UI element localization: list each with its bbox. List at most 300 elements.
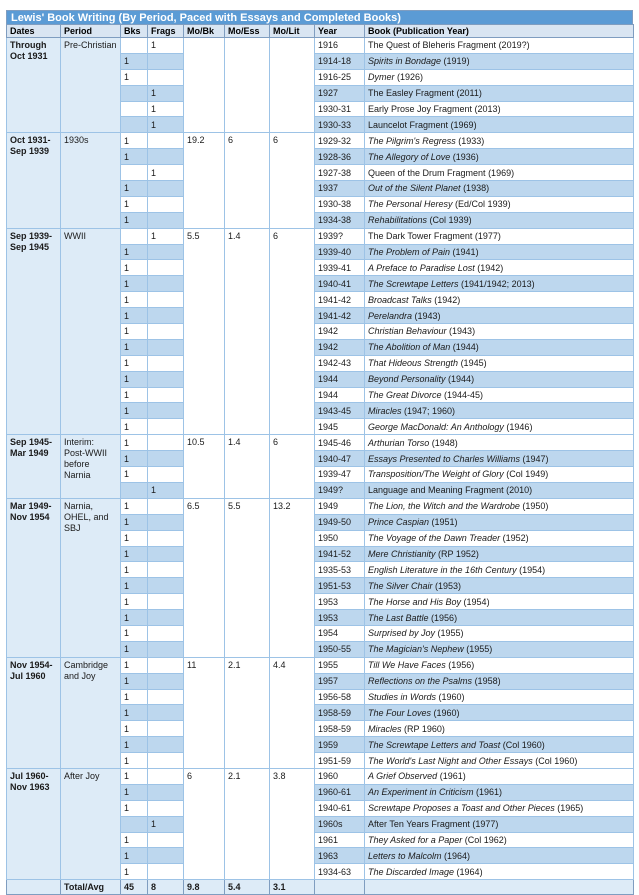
bks-cell: 1 xyxy=(121,610,148,626)
year-cell: 1960 xyxy=(315,768,365,784)
book-cell xyxy=(365,53,634,69)
book-cell xyxy=(365,292,634,308)
book-pub-year: (1969) xyxy=(485,167,515,178)
book-pub-year: (1961) xyxy=(437,771,466,782)
book-pub-year: (1941/1942; 2013) xyxy=(458,278,535,289)
total-row xyxy=(7,880,634,895)
year-cell: 1953 xyxy=(315,610,365,626)
book-pub-year: (1954) xyxy=(516,564,546,575)
period-name: After Joy xyxy=(61,768,121,879)
book-title: Till We Have Faces xyxy=(368,660,446,671)
book-title: Transposition/The Weight of Glory xyxy=(368,469,504,480)
book-pub-year: (Col 1960) xyxy=(500,739,545,750)
frags-cell xyxy=(148,768,184,784)
book-cell xyxy=(365,38,634,54)
year-cell: 1939? xyxy=(315,228,365,244)
total-mo-ess: 5.4 xyxy=(225,880,270,895)
bks-cell: 1 xyxy=(121,848,148,864)
frags-cell xyxy=(148,753,184,769)
col-mo-ess: Mo/Ess xyxy=(225,25,270,38)
frags-cell xyxy=(148,355,184,371)
book-cell xyxy=(365,117,634,133)
book-title: The Allegory of Love xyxy=(368,151,451,162)
book-cell xyxy=(365,689,634,705)
year-cell: 1963 xyxy=(315,848,365,864)
book-title: The Pilgrim's Regress xyxy=(368,135,456,146)
book-title: Christian Behaviour xyxy=(368,326,447,337)
book-cell xyxy=(365,546,634,562)
year-cell: 1956-58 xyxy=(315,689,365,705)
sheet-title: Lewis' Book Writing (By Period, Paced with Essays and Completed Books) xyxy=(6,10,633,24)
bks-cell: 1 xyxy=(121,181,148,197)
book-title: The Easley Fragment xyxy=(368,88,455,99)
book-pub-year: (1946) xyxy=(503,421,533,432)
table-row xyxy=(7,435,634,451)
bks-cell: 1 xyxy=(121,705,148,721)
year-cell: 1950 xyxy=(315,530,365,546)
table-row xyxy=(7,657,634,673)
book-cell xyxy=(365,594,634,610)
year-cell: 1927-38 xyxy=(315,165,365,181)
book-cell xyxy=(365,721,634,737)
book-title: Dymer xyxy=(368,72,395,83)
bks-cell xyxy=(121,117,148,133)
bks-cell: 1 xyxy=(121,467,148,483)
book-title: Perelandra xyxy=(368,310,413,321)
header-row xyxy=(7,25,634,38)
frags-cell: 1 xyxy=(148,85,184,101)
book-title: The Quest of Bleheris Fragment xyxy=(368,40,497,51)
year-cell: 1927 xyxy=(315,85,365,101)
frags-cell xyxy=(148,594,184,610)
bks-cell: 1 xyxy=(121,673,148,689)
period-name: 1930s xyxy=(61,133,121,228)
period-dates: Mar 1949-Nov 1954 xyxy=(7,498,61,657)
year-cell: 1942 xyxy=(315,339,365,355)
frags-cell xyxy=(148,721,184,737)
book-pub-year: (Ed/Col 1939) xyxy=(452,199,511,210)
period-name: Pre-Christian xyxy=(61,38,121,133)
book-cell xyxy=(365,753,634,769)
book-cell xyxy=(365,705,634,721)
book-cell xyxy=(365,419,634,435)
book-pub-year: (1969) xyxy=(448,119,477,130)
book-cell xyxy=(365,133,634,149)
period-name: WWII xyxy=(61,228,121,435)
book-cell xyxy=(365,451,634,467)
bks-cell: 1 xyxy=(121,546,148,562)
book-pub-year: (1965) xyxy=(554,803,584,814)
book-pub-year: (RP 1952) xyxy=(435,548,479,559)
book-title: The Horse and His Boy xyxy=(368,596,462,607)
mo-ess-cell xyxy=(225,38,270,133)
bks-cell xyxy=(121,482,148,498)
book-pub-year: (2010) xyxy=(503,485,533,496)
book-cell xyxy=(365,149,634,165)
frags-cell xyxy=(148,562,184,578)
book-pub-year: (1944) xyxy=(445,374,475,385)
book-cell xyxy=(365,816,634,832)
book-cell xyxy=(365,228,634,244)
frags-cell xyxy=(148,260,184,276)
book-title: The Lion, the Witch and the Wardrobe xyxy=(368,501,520,512)
period-dates: Jul 1960-Nov 1963 xyxy=(7,768,61,879)
book-title: Launcelot Fragment xyxy=(368,119,449,130)
book-pub-year: (RP 1960) xyxy=(401,723,445,734)
col-period: Period xyxy=(61,25,121,38)
year-cell: 1951-53 xyxy=(315,578,365,594)
book-pub-year: (Col 1962) xyxy=(462,834,507,845)
frags-cell xyxy=(148,181,184,197)
period-dates: Sep 1939-Sep 1945 xyxy=(7,228,61,435)
book-pub-year: (1933) xyxy=(455,135,485,146)
frags-cell xyxy=(148,292,184,308)
bks-cell: 1 xyxy=(121,53,148,69)
book-title: Mere Christianity xyxy=(368,548,436,559)
book-pub-year: (1938) xyxy=(460,183,490,194)
year-cell: 1961 xyxy=(315,832,365,848)
year-cell: 1930-33 xyxy=(315,117,365,133)
book-cell xyxy=(365,848,634,864)
book-cell xyxy=(365,308,634,324)
book-pub-year: (2011) xyxy=(454,88,482,99)
book-title: A Preface to Paradise Lost xyxy=(368,262,475,273)
frags-cell xyxy=(148,530,184,546)
book-pub-year: (Col 1960) xyxy=(532,755,578,766)
bks-cell: 1 xyxy=(121,355,148,371)
frags-cell: 1 xyxy=(148,228,184,244)
frags-cell xyxy=(148,625,184,641)
frags-cell xyxy=(148,800,184,816)
book-pub-year: (1961) xyxy=(473,787,503,798)
frags-cell: 1 xyxy=(148,117,184,133)
bks-cell: 1 xyxy=(121,864,148,880)
book-cell xyxy=(365,324,634,340)
mo-ess-cell: 6 xyxy=(225,133,270,228)
year-cell: 1929-32 xyxy=(315,133,365,149)
frags-cell xyxy=(148,546,184,562)
mo-bk-cell: 5.5 xyxy=(184,228,225,435)
bks-cell: 1 xyxy=(121,260,148,276)
book-title: Studies in Words xyxy=(368,691,437,702)
bks-cell: 1 xyxy=(121,530,148,546)
bks-cell: 1 xyxy=(121,768,148,784)
frags-cell xyxy=(148,133,184,149)
frags-cell xyxy=(148,53,184,69)
bks-cell: 1 xyxy=(121,419,148,435)
bks-cell: 1 xyxy=(121,721,148,737)
frags-cell xyxy=(148,196,184,212)
mo-ess-cell: 1.4 xyxy=(225,435,270,499)
col-mo-lit: Mo/Lit xyxy=(270,25,315,38)
col-year: Year xyxy=(315,25,365,38)
bks-cell: 1 xyxy=(121,641,148,657)
mo-lit-cell: 6 xyxy=(270,133,315,228)
book-pub-year: (1977) xyxy=(469,819,499,830)
book-pub-year: (1951) xyxy=(429,517,458,528)
bks-cell: 1 xyxy=(121,737,148,753)
year-cell: 1949-50 xyxy=(315,514,365,530)
book-cell xyxy=(365,657,634,673)
bks-cell: 1 xyxy=(121,435,148,451)
book-pub-year: (1952) xyxy=(500,533,529,544)
year-cell: 1954 xyxy=(315,625,365,641)
mo-lit-cell: 6 xyxy=(270,435,315,499)
book-title: Arthurian Torso xyxy=(368,437,430,448)
book-pub-year: (1942) xyxy=(431,294,461,305)
book-pub-year: (1947; 1960) xyxy=(401,405,456,416)
mo-lit-cell: 6 xyxy=(270,228,315,435)
mo-ess-cell: 2.1 xyxy=(225,657,270,768)
book-pub-year: (1960) xyxy=(431,707,460,718)
year-cell: 1945 xyxy=(315,419,365,435)
book-cell xyxy=(365,578,634,594)
frags-cell xyxy=(148,435,184,451)
book-title: Language and Meaning Fragment xyxy=(368,485,504,496)
frags-cell xyxy=(148,69,184,85)
frags-cell xyxy=(148,673,184,689)
book-title: The Discarded Image xyxy=(368,866,455,877)
col-mo-bk: Mo/Bk xyxy=(184,25,225,38)
frags-cell xyxy=(148,784,184,800)
book-cell xyxy=(365,212,634,228)
frags-cell xyxy=(148,657,184,673)
table-row xyxy=(7,133,634,149)
frags-cell: 1 xyxy=(148,816,184,832)
book-title: The Magician's Nephew xyxy=(368,644,464,655)
book-pub-year: (1958) xyxy=(472,676,501,687)
year-cell: 1916 xyxy=(315,38,365,54)
year-cell: 1955 xyxy=(315,657,365,673)
year-cell: 1958-59 xyxy=(315,705,365,721)
bks-cell: 1 xyxy=(121,308,148,324)
book-pub-year: (1956) xyxy=(445,660,475,671)
book-pub-year: (1950) xyxy=(519,501,549,512)
frags-cell xyxy=(148,514,184,530)
book-pub-year: (1955) xyxy=(435,628,464,639)
book-cell xyxy=(365,610,634,626)
total-frags: 8 xyxy=(148,880,184,895)
year-cell: 1939-47 xyxy=(315,467,365,483)
bks-cell: 1 xyxy=(121,800,148,816)
bks-cell xyxy=(121,38,148,54)
col-bks: Bks xyxy=(121,25,148,38)
table-body xyxy=(7,38,634,880)
book-cell xyxy=(365,371,634,387)
bks-cell: 1 xyxy=(121,196,148,212)
total-year xyxy=(315,880,365,895)
bks-cell: 1 xyxy=(121,689,148,705)
book-cell xyxy=(365,498,634,514)
year-cell: 1939-41 xyxy=(315,260,365,276)
book-pub-year: (1941) xyxy=(450,247,479,258)
book-pub-year: (Col 1949) xyxy=(503,469,549,480)
year-cell: 1953 xyxy=(315,594,365,610)
year-cell: 1939-40 xyxy=(315,244,365,260)
period-dates: Through Oct 1931 xyxy=(7,38,61,133)
bks-cell: 1 xyxy=(121,594,148,610)
book-cell xyxy=(365,737,634,753)
book-title: The Silver Chair xyxy=(368,580,433,591)
frags-cell xyxy=(148,467,184,483)
book-pub-year: (1953) xyxy=(432,580,462,591)
bks-cell: 1 xyxy=(121,212,148,228)
bks-cell: 1 xyxy=(121,832,148,848)
bks-cell xyxy=(121,165,148,181)
bks-cell: 1 xyxy=(121,753,148,769)
book-cell xyxy=(365,403,634,419)
bks-cell: 1 xyxy=(121,514,148,530)
frags-cell xyxy=(148,244,184,260)
book-pub-year: (1926) xyxy=(394,72,424,83)
book-table xyxy=(6,24,634,895)
bks-cell: 1 xyxy=(121,562,148,578)
book-title: The Screwtape Letters and Toast xyxy=(368,739,501,750)
book-pub-year: (1948) xyxy=(429,437,458,448)
book-cell xyxy=(365,339,634,355)
book-cell xyxy=(365,435,634,451)
book-cell xyxy=(365,387,634,403)
book-title: An Experiment in Criticism xyxy=(368,787,474,798)
book-title: Queen of the Drum Fragment xyxy=(368,167,486,178)
table-row xyxy=(7,768,634,784)
mo-lit-cell: 13.2 xyxy=(270,498,315,657)
bks-cell xyxy=(121,228,148,244)
year-cell: 1928-36 xyxy=(315,149,365,165)
book-pub-year: (2019?) xyxy=(496,40,530,51)
book-cell xyxy=(365,864,634,880)
book-title: Out of the Silent Planet xyxy=(368,183,461,194)
table-row xyxy=(7,498,634,514)
mo-bk-cell: 6.5 xyxy=(184,498,225,657)
mo-ess-cell: 2.1 xyxy=(225,768,270,879)
year-cell: 1959 xyxy=(315,737,365,753)
year-cell: 1940-61 xyxy=(315,800,365,816)
frags-cell xyxy=(148,419,184,435)
book-title: English Literature in the 16th Century xyxy=(368,564,517,575)
bks-cell: 1 xyxy=(121,403,148,419)
book-pub-year: (1947) xyxy=(519,453,549,464)
year-cell: 1944 xyxy=(315,387,365,403)
period-dates: Sep 1945-Mar 1949 xyxy=(7,435,61,499)
year-cell: 1934-38 xyxy=(315,212,365,228)
bks-cell: 1 xyxy=(121,387,148,403)
mo-lit-cell xyxy=(270,38,315,133)
bks-cell: 1 xyxy=(121,578,148,594)
book-pub-year: (1954) xyxy=(461,596,490,607)
book-title: Miracles xyxy=(368,405,402,416)
book-title: The Personal Heresy xyxy=(368,199,453,210)
year-cell: 1960s xyxy=(315,816,365,832)
book-cell xyxy=(365,244,634,260)
frags-cell xyxy=(148,832,184,848)
book-title: The Great Divorce xyxy=(368,390,442,401)
book-pub-year: (1944) xyxy=(450,342,479,353)
col-frags: Frags xyxy=(148,25,184,38)
frags-cell xyxy=(148,705,184,721)
year-cell: 1941-42 xyxy=(315,292,365,308)
year-cell: 1940-41 xyxy=(315,276,365,292)
book-title: Beyond Personality xyxy=(368,374,446,385)
book-cell xyxy=(365,641,634,657)
total-mo-lit: 3.1 xyxy=(270,880,315,895)
bks-cell: 1 xyxy=(121,69,148,85)
book-pub-year: (1943) xyxy=(412,310,441,321)
book-cell xyxy=(365,832,634,848)
book-cell xyxy=(365,768,634,784)
book-title: Essays Presented to Charles Williams xyxy=(368,453,520,464)
book-title: Rehabilitations xyxy=(368,215,428,226)
book-cell xyxy=(365,625,634,641)
book-pub-year: (2013) xyxy=(472,104,501,114)
col-book: Book (Publication Year) xyxy=(365,25,634,38)
book-title: George MacDonald: An Anthology xyxy=(368,421,504,432)
book-title: The Voyage of the Dawn Treader xyxy=(368,533,501,544)
year-cell: 1916-25 xyxy=(315,69,365,85)
period-name: Cambridge and Joy xyxy=(61,657,121,768)
frags-cell xyxy=(148,578,184,594)
book-title: The Last Battle xyxy=(368,612,429,623)
book-title: That Hideous Strength xyxy=(368,358,459,369)
book-title: The Dark Tower Fragment xyxy=(368,231,473,242)
year-cell: 1945-46 xyxy=(315,435,365,451)
period-dates: Nov 1954-Jul 1960 xyxy=(7,657,61,768)
bks-cell: 1 xyxy=(121,324,148,340)
book-pub-year: (1944-45) xyxy=(441,390,484,401)
bks-cell xyxy=(121,816,148,832)
book-pub-year: (1964) xyxy=(441,850,471,861)
frags-cell: 1 xyxy=(148,482,184,498)
total-bks: 45 xyxy=(121,880,148,895)
period-name: Interim: Post-WWII before Narnia xyxy=(61,435,121,499)
book-title: Reflections on the Psalms xyxy=(368,676,473,687)
book-cell xyxy=(365,196,634,212)
book-title: The Screwtape Letters xyxy=(368,278,459,289)
frags-cell xyxy=(148,737,184,753)
year-cell: 1958-59 xyxy=(315,721,365,737)
mo-bk-cell: 6 xyxy=(184,768,225,879)
book-title: They Asked for a Paper xyxy=(368,834,463,845)
frags-cell: 1 xyxy=(148,101,184,117)
book-pub-year: (1945) xyxy=(458,358,487,369)
book-title: After Ten Years Fragment xyxy=(368,819,470,830)
frags-cell: 1 xyxy=(148,38,184,54)
book-title: Early Prose Joy Fragment xyxy=(368,104,473,114)
frags-cell xyxy=(148,212,184,228)
year-cell: 1930-38 xyxy=(315,196,365,212)
year-cell: 1951-59 xyxy=(315,753,365,769)
book-cell xyxy=(365,467,634,483)
year-cell: 1941-52 xyxy=(315,546,365,562)
book-title: The World's Last Night and Other Essays xyxy=(368,755,533,766)
bks-cell: 1 xyxy=(121,276,148,292)
bks-cell xyxy=(121,85,148,101)
year-cell: 1950-55 xyxy=(315,641,365,657)
book-cell xyxy=(365,85,634,101)
year-cell: 1930-31 xyxy=(315,101,365,117)
book-title: Spirits in Bondage xyxy=(368,56,442,67)
bks-cell: 1 xyxy=(121,451,148,467)
book-cell xyxy=(365,276,634,292)
year-cell: 1934-63 xyxy=(315,864,365,880)
book-cell xyxy=(365,101,634,117)
book-title: Prince Caspian xyxy=(368,517,430,528)
frags-cell xyxy=(148,387,184,403)
book-pub-year: (1943) xyxy=(446,326,476,337)
book-title: The Abolition of Man xyxy=(368,342,451,353)
frags-cell: 1 xyxy=(148,165,184,181)
book-cell xyxy=(365,355,634,371)
